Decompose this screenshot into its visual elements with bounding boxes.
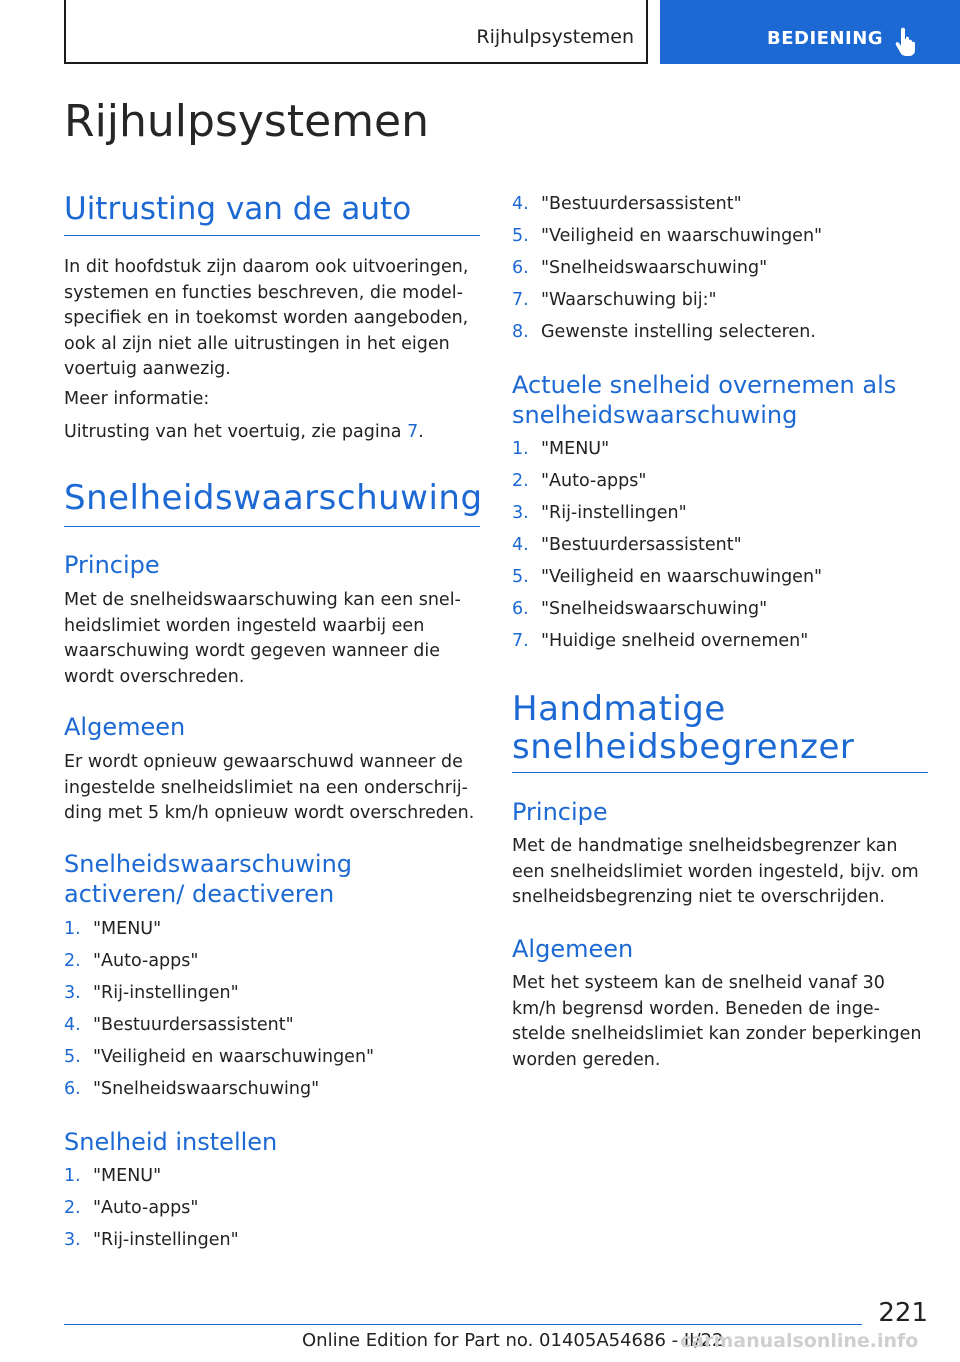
activate-steps-list bbox=[64, 913, 374, 1105]
list-item: 5. "Veiligheid en waarschuwingen" bbox=[512, 567, 823, 587]
list-item: 1. "MENU" bbox=[512, 439, 610, 459]
header-section-title: Rijhulpsystemen bbox=[476, 26, 634, 48]
speed-warning-heading-rule bbox=[64, 526, 480, 527]
speed-warning-heading: Snelheidswaarschuwing bbox=[64, 478, 483, 518]
equipment-reference bbox=[64, 420, 424, 446]
list-item: 2. "Auto-apps" bbox=[64, 1198, 199, 1218]
reference-end: . bbox=[418, 422, 424, 442]
header-chapter-title: BEDIENING bbox=[767, 28, 884, 49]
activate-heading: Snelheidswaarschuwing activeren/ deactiveren bbox=[64, 850, 353, 908]
manual-limiter-heading: Handmatige snelheidsbegrenzer bbox=[512, 689, 855, 767]
general-heading: Algemeen bbox=[64, 713, 186, 741]
list-item: 2. "Auto-apps" bbox=[512, 471, 647, 491]
list-item: 5. "Veiligheid en waarschuwingen" bbox=[64, 1047, 375, 1067]
page-title: Rijhulpsystemen bbox=[64, 96, 429, 147]
limiter-principle-heading: Principe bbox=[512, 798, 608, 826]
reference-page-link[interactable]: 7 bbox=[407, 422, 419, 442]
footer-edition: Online Edition for Part no. 01405A54686 - II/22 bbox=[302, 1330, 724, 1351]
list-item: 2. "Auto-apps" bbox=[64, 951, 199, 971]
principle-text: Met de snelheidswaarschuwing kan een snel-heidslimiet worden ingesteld waarbij een waarschuwing wordt gegeven wanneer die wordt overschreden. bbox=[64, 590, 461, 687]
equipment-heading-rule bbox=[64, 235, 480, 236]
list-item: 8. Gewenste instelling selecteren. bbox=[512, 322, 816, 342]
list-item: 5. "Veiligheid en waarschuwingen" bbox=[512, 226, 823, 246]
limiter-general-heading: Algemeen bbox=[512, 935, 634, 963]
header-section-box bbox=[64, 0, 648, 64]
watermark: carmanualsonline.info bbox=[680, 1330, 919, 1352]
list-item: 4. "Bestuurdersassistent" bbox=[512, 194, 742, 214]
list-item: 3. "Rij-instellingen" bbox=[64, 1230, 239, 1250]
list-item: 4. "Bestuurdersassistent" bbox=[512, 535, 742, 555]
list-item: 7. "Huidige snelheid overnemen" bbox=[512, 631, 809, 651]
limiter-general-text: Met het systeem kan de snelheid vanaf 30 km/h begrensd worden. Beneden de inge-stelde snelheidslimiet kan zonder beperkingen worden gereden. bbox=[512, 973, 922, 1070]
footer-rule bbox=[64, 1324, 862, 1325]
list-item: 4. "Bestuurdersassistent" bbox=[64, 1015, 294, 1035]
hand-pointer-icon bbox=[894, 26, 920, 56]
equipment-heading: Uitrusting van de auto bbox=[64, 191, 412, 227]
list-item: 7. "Waarschuwing bij:" bbox=[512, 290, 717, 310]
reference-text: Uitrusting van het voertuig, zie pagina bbox=[64, 422, 408, 442]
equipment-text: In dit hoofdstuk zijn daarom ook uitvoeringen, systemen en functies beschreven, die model-specifiek en in toekomst worden aangeboden, ook al zijn niet alle uitrustingen in het eigen voertuig aanwezig. bbox=[64, 257, 469, 379]
manual-limiter-heading-rule bbox=[512, 772, 928, 773]
list-item: 1. "MENU" bbox=[64, 919, 162, 939]
set-speed-steps-continued bbox=[512, 188, 822, 348]
page-number: 221 bbox=[878, 1298, 928, 1328]
more-info-label: Meer informatie: bbox=[64, 389, 210, 409]
general-text: Er wordt opnieuw gewaarschuwd wanneer de ingestelde snelheidslimiet na een onderschrij-ding met 5 km/h opnieuw wordt overschreden. bbox=[64, 752, 475, 823]
set-speed-steps-list bbox=[64, 1160, 239, 1256]
adopt-speed-steps-list bbox=[512, 433, 822, 657]
list-item: 3. "Rij-instellingen" bbox=[512, 503, 687, 523]
adopt-speed-heading: Actuele snelheid overnemen als snelheidswaarschuwing bbox=[512, 371, 897, 429]
limiter-principle-text: Met de handmatige snelheidsbegrenzer kan een snelheidslimiet worden ingesteld, bijv. om snelheidsbegrenzing niet te overschrijden. bbox=[512, 836, 919, 907]
list-item: 6. "Snelheidswaarschuwing" bbox=[512, 599, 768, 619]
header-chapter-tab[interactable] bbox=[660, 0, 960, 64]
principle-heading: Principe bbox=[64, 551, 160, 579]
list-item: 6. "Snelheidswaarschuwing" bbox=[64, 1079, 320, 1099]
list-item: 3. "Rij-instellingen" bbox=[64, 983, 239, 1003]
list-item: 1. "MENU" bbox=[64, 1166, 162, 1186]
set-speed-heading: Snelheid instellen bbox=[64, 1128, 278, 1156]
list-item: 6. "Snelheidswaarschuwing" bbox=[512, 258, 768, 278]
